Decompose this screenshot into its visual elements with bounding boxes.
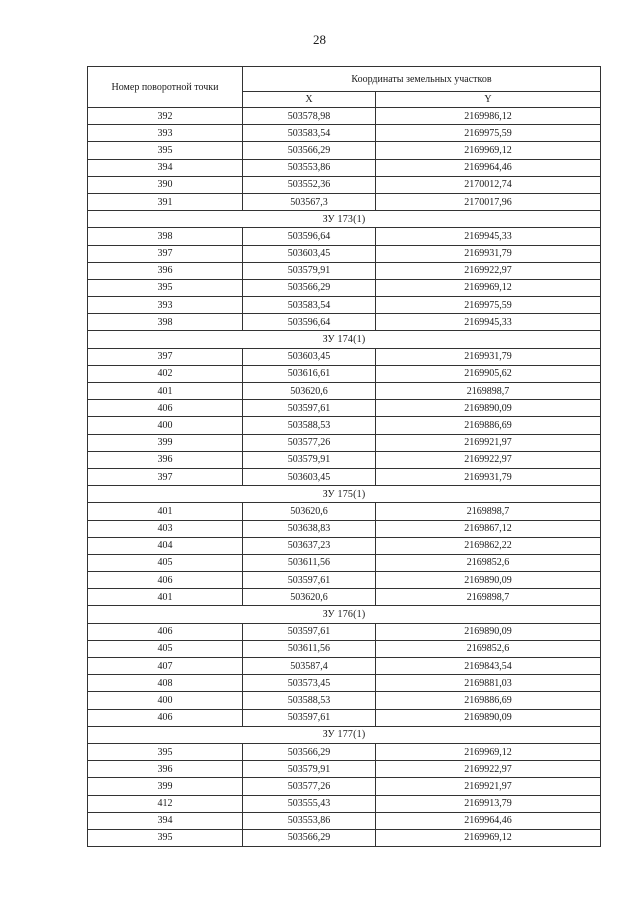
point-number-cell: 395: [88, 743, 243, 760]
x-coordinate-cell: 503603,45: [243, 468, 376, 485]
section-title: ЗУ 176(1): [88, 606, 601, 623]
table-row: [88, 520, 601, 537]
section-title: ЗУ 175(1): [88, 486, 601, 503]
x-coordinate-cell: 503579,91: [243, 761, 376, 778]
point-number-cell: 391: [88, 193, 243, 210]
x-coordinate-cell: 503588,53: [243, 692, 376, 709]
x-coordinate-cell: 503566,29: [243, 829, 376, 846]
section-row: [88, 726, 601, 743]
x-coordinate-cell: 503597,61: [243, 572, 376, 589]
table-row: [88, 709, 601, 726]
section-title: ЗУ 177(1): [88, 726, 601, 743]
table-row: [88, 400, 601, 417]
point-number-cell: 394: [88, 812, 243, 829]
section-title: ЗУ 174(1): [88, 331, 601, 348]
point-number-cell: 398: [88, 314, 243, 331]
table-row: [88, 623, 601, 640]
table-row: [88, 503, 601, 520]
section-row: [88, 486, 601, 503]
point-number-cell: 395: [88, 279, 243, 296]
table-row: [88, 279, 601, 296]
y-coordinate-cell: 2169890,09: [376, 623, 601, 640]
y-coordinate-cell: 2169852,6: [376, 554, 601, 571]
y-coordinate-cell: 2169890,09: [376, 709, 601, 726]
y-coordinate-cell: 2169862,22: [376, 537, 601, 554]
x-coordinate-cell: 503577,26: [243, 778, 376, 795]
x-coordinate-cell: 503603,45: [243, 245, 376, 262]
y-coordinate-cell: 2169898,7: [376, 503, 601, 520]
x-coordinate-cell: 503603,45: [243, 348, 376, 365]
y-coordinate-cell: 2169964,46: [376, 812, 601, 829]
table-row: [88, 365, 601, 382]
point-number-cell: 393: [88, 297, 243, 314]
point-number-cell: 396: [88, 451, 243, 468]
y-coordinate-cell: 2169969,12: [376, 142, 601, 159]
table-row: [88, 417, 601, 434]
x-coordinate-cell: 503573,45: [243, 675, 376, 692]
x-coordinate-cell: 503596,64: [243, 228, 376, 245]
y-coordinate-cell: 2169969,12: [376, 743, 601, 760]
section-title: ЗУ 173(1): [88, 211, 601, 228]
point-number-cell: 407: [88, 658, 243, 675]
table-row: [88, 297, 601, 314]
table-row: [88, 795, 601, 812]
x-coordinate-cell: 503597,61: [243, 400, 376, 417]
coordinates-table: [87, 66, 601, 847]
x-coordinate-cell: 503620,6: [243, 589, 376, 606]
section-row: [88, 606, 601, 623]
point-number-cell: 400: [88, 417, 243, 434]
x-coordinate-cell: 503583,54: [243, 297, 376, 314]
y-coordinate-cell: 2169986,12: [376, 108, 601, 125]
header-y: Y: [376, 92, 601, 108]
point-number-cell: 399: [88, 434, 243, 451]
y-coordinate-cell: 2169964,46: [376, 159, 601, 176]
x-coordinate-cell: 503567,3: [243, 193, 376, 210]
section-row: [88, 331, 601, 348]
y-coordinate-cell: 2169913,79: [376, 795, 601, 812]
table-row: [88, 537, 601, 554]
table-row: [88, 451, 601, 468]
x-coordinate-cell: 503637,23: [243, 537, 376, 554]
x-coordinate-cell: 503553,86: [243, 159, 376, 176]
x-coordinate-cell: 503579,91: [243, 451, 376, 468]
table-row: [88, 812, 601, 829]
x-coordinate-cell: 503577,26: [243, 434, 376, 451]
table-row: [88, 245, 601, 262]
x-coordinate-cell: 503597,61: [243, 709, 376, 726]
point-number-cell: 405: [88, 554, 243, 571]
point-number-cell: 397: [88, 245, 243, 262]
table-row: [88, 142, 601, 159]
point-number-cell: 396: [88, 262, 243, 279]
y-coordinate-cell: 2169931,79: [376, 245, 601, 262]
x-coordinate-cell: 503620,6: [243, 503, 376, 520]
y-coordinate-cell: 2169898,7: [376, 589, 601, 606]
table-row: [88, 468, 601, 485]
point-number-cell: 392: [88, 108, 243, 125]
point-number-cell: 395: [88, 142, 243, 159]
table-row: [88, 829, 601, 846]
y-coordinate-cell: 2169886,69: [376, 692, 601, 709]
y-coordinate-cell: 2169852,6: [376, 640, 601, 657]
table-row: [88, 778, 601, 795]
point-number-cell: 403: [88, 520, 243, 537]
point-number-cell: 406: [88, 709, 243, 726]
point-number-cell: 401: [88, 589, 243, 606]
x-coordinate-cell: 503552,36: [243, 176, 376, 193]
table-row: [88, 108, 601, 125]
y-coordinate-cell: 2169881,03: [376, 675, 601, 692]
y-coordinate-cell: 2169922,97: [376, 262, 601, 279]
y-coordinate-cell: 2169931,79: [376, 348, 601, 365]
table-row: [88, 572, 601, 589]
x-coordinate-cell: 503555,43: [243, 795, 376, 812]
page-number: 28: [313, 32, 326, 47]
table-row: [88, 193, 601, 210]
point-number-cell: 398: [88, 228, 243, 245]
table-row: [88, 228, 601, 245]
table-row: [88, 159, 601, 176]
table-row: [88, 348, 601, 365]
header-point-number: Номер поворотной точки: [88, 67, 243, 108]
table-row: [88, 675, 601, 692]
y-coordinate-cell: 2169898,7: [376, 383, 601, 400]
x-coordinate-cell: 503587,4: [243, 658, 376, 675]
x-coordinate-cell: 503583,54: [243, 125, 376, 142]
x-coordinate-cell: 503611,56: [243, 554, 376, 571]
y-coordinate-cell: 2170017,96: [376, 193, 601, 210]
point-number-cell: 412: [88, 795, 243, 812]
y-coordinate-cell: 2169945,33: [376, 314, 601, 331]
x-coordinate-cell: 503597,61: [243, 623, 376, 640]
y-coordinate-cell: 2169890,09: [376, 400, 601, 417]
point-number-cell: 397: [88, 468, 243, 485]
point-number-cell: 404: [88, 537, 243, 554]
table-row: [88, 743, 601, 760]
y-coordinate-cell: 2169890,09: [376, 572, 601, 589]
y-coordinate-cell: 2169922,97: [376, 761, 601, 778]
table-row: [88, 640, 601, 657]
x-coordinate-cell: 503616,61: [243, 365, 376, 382]
table-row: [88, 383, 601, 400]
point-number-cell: 402: [88, 365, 243, 382]
y-coordinate-cell: 2169975,59: [376, 297, 601, 314]
x-coordinate-cell: 503566,29: [243, 142, 376, 159]
point-number-cell: 408: [88, 675, 243, 692]
x-coordinate-cell: 503638,83: [243, 520, 376, 537]
point-number-cell: 395: [88, 829, 243, 846]
point-number-cell: 399: [88, 778, 243, 795]
y-coordinate-cell: 2169931,79: [376, 468, 601, 485]
point-number-cell: 394: [88, 159, 243, 176]
point-number-cell: 390: [88, 176, 243, 193]
y-coordinate-cell: 2169905,62: [376, 365, 601, 382]
point-number-cell: 405: [88, 640, 243, 657]
point-number-cell: 397: [88, 348, 243, 365]
x-coordinate-cell: 503579,91: [243, 262, 376, 279]
x-coordinate-cell: 503588,53: [243, 417, 376, 434]
table-row: [88, 554, 601, 571]
table-row: [88, 176, 601, 193]
table-row: [88, 692, 601, 709]
x-coordinate-cell: 503578,98: [243, 108, 376, 125]
point-number-cell: 406: [88, 572, 243, 589]
point-number-cell: 406: [88, 623, 243, 640]
y-coordinate-cell: 2169969,12: [376, 829, 601, 846]
x-coordinate-cell: 503620,6: [243, 383, 376, 400]
y-coordinate-cell: 2169886,69: [376, 417, 601, 434]
table-row: [88, 589, 601, 606]
header-x: X: [243, 92, 376, 108]
point-number-cell: 401: [88, 503, 243, 520]
table-row: [88, 434, 601, 451]
table-row: [88, 761, 601, 778]
y-coordinate-cell: 2169921,97: [376, 434, 601, 451]
header-coordinates: Координаты земельных участков: [243, 67, 601, 92]
point-number-cell: 393: [88, 125, 243, 142]
table-body: [88, 108, 601, 847]
y-coordinate-cell: 2169867,12: [376, 520, 601, 537]
point-number-cell: 400: [88, 692, 243, 709]
x-coordinate-cell: 503611,56: [243, 640, 376, 657]
x-coordinate-cell: 503566,29: [243, 743, 376, 760]
y-coordinate-cell: 2169945,33: [376, 228, 601, 245]
section-row: [88, 211, 601, 228]
point-number-cell: 401: [88, 383, 243, 400]
table-row: [88, 262, 601, 279]
table-row: [88, 125, 601, 142]
point-number-cell: 396: [88, 761, 243, 778]
y-coordinate-cell: 2169975,59: [376, 125, 601, 142]
y-coordinate-cell: 2169922,97: [376, 451, 601, 468]
x-coordinate-cell: 503596,64: [243, 314, 376, 331]
y-coordinate-cell: 2169969,12: [376, 279, 601, 296]
table-row: [88, 314, 601, 331]
y-coordinate-cell: 2170012,74: [376, 176, 601, 193]
point-number-cell: 406: [88, 400, 243, 417]
x-coordinate-cell: 503553,86: [243, 812, 376, 829]
x-coordinate-cell: 503566,29: [243, 279, 376, 296]
table-row: [88, 658, 601, 675]
y-coordinate-cell: 2169921,97: [376, 778, 601, 795]
y-coordinate-cell: 2169843,54: [376, 658, 601, 675]
